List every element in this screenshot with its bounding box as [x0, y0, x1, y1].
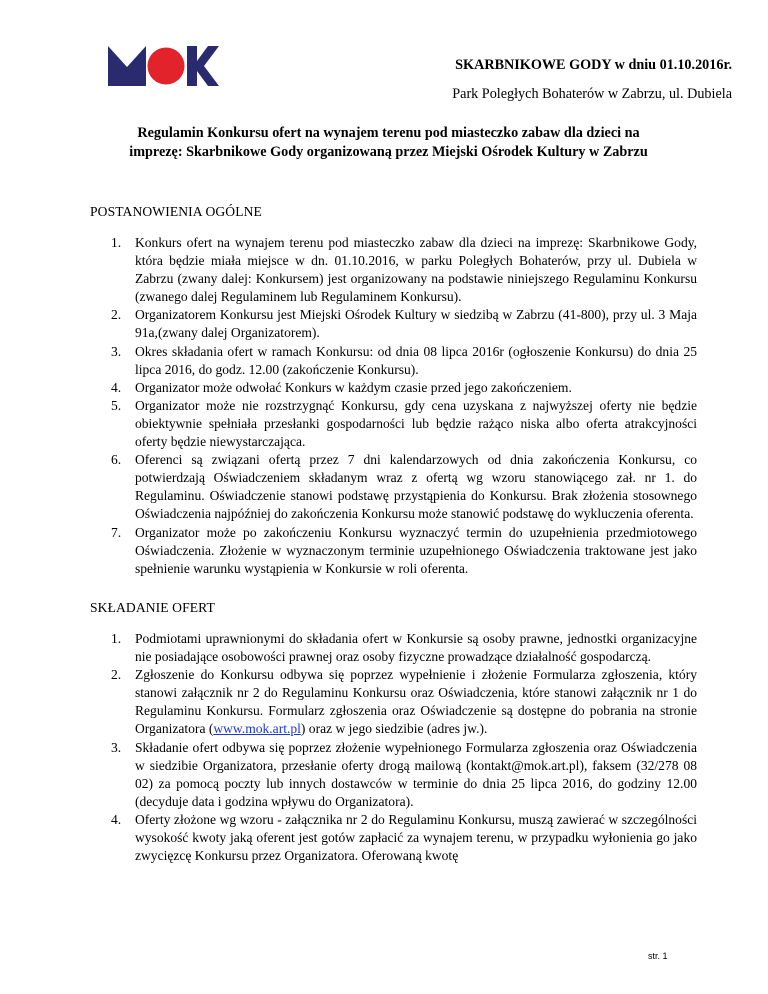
list-item [90, 739, 697, 811]
item-number: 7. [111, 524, 122, 540]
list-item [90, 397, 697, 451]
item-text: Konkurs ofert na wynajem terenu pod miasteczko zabaw dla dzieci na imprezę: Skarbnikowe Gody, która będzie miała miejsce w dn. 01.10.2016, w parku Poległych Bohaterów, przy ul. Dubiela w Zabrzu (zwany dalej: Konkursem) jest organizowany na podstawie niniejszego Regulaminu Konkursu (zwanego dalej Regulaminem lub Regulaminem Konkursu). [135, 235, 697, 305]
item-number: 5. [111, 397, 122, 413]
item-text: Oferenci są związani ofertą przez 7 dni kalendarzowych od dnia zakończenia Konkursu, co potwierdzają Oświadczeniem składanym wraz z ofertą wg wzoru stanowiącego zał. nr 1. do Regulaminu. Oświadczenie stanowi podstawę przystąpienia do Konkursu. Brak złożenia stosownego Oświadczenia najpóźniej do zakończenia Konkursu może stanowić podstawę do wykluczenia oferenta. [135, 452, 697, 522]
mok-logo [108, 46, 220, 86]
item-number: 1. [111, 631, 122, 646]
item-text: Okres składania ofert w ramach Konkursu: od dnia 08 lipca 2016r (ogłoszenie Konkursu) do dnia 25 lipca 2016, do godz. 12.00 (zakończenie Konkursu). [135, 343, 697, 377]
item-text: Organizator może odwołać Konkurs w każdym czasie przed jego zakończeniem. [135, 379, 572, 395]
item-text: Podmiotami uprawnionymi do składania ofert w Konkursie są osoby prawne, jednostki organizacyjne nie posiadające osobowości prawnej oraz osoby fizyczne prowadzące działalność gospodarczą. [135, 631, 697, 665]
item-text: Oferty złożone wg wzoru - załącznika nr 2 do Regulaminu Konkursu, muszą zawierać w szczególności wysokość kwoty jaką oferent jest gotów zapłacić za wynajem terenu, w przypadku wyłonienia go jako zwycięzcę Konkursu przez Organizatora. Oferowaną kwotę [135, 811, 697, 864]
item-number: 4. [111, 379, 122, 395]
list-item [90, 524, 697, 578]
item-text-after-link: ) oraz w jego siedzibie (adres jw.). [300, 721, 488, 737]
general-provisions-list [90, 234, 697, 578]
organizer-website-link[interactable]: www.mok.art.pl [213, 721, 301, 737]
item-number: 1. [111, 235, 122, 250]
item-number: 4. [111, 811, 122, 827]
item-text: Organizatorem Konkursu jest Miejski Ośrodek Kultury w siedzibą w Zabrzu (41-800), przy ul. 3 Maja 91a,(zwany dalej Organizatorem). [135, 307, 697, 341]
logo-letter-k [187, 46, 219, 86]
list-item [90, 379, 697, 397]
section-heading-general: POSTANOWIENIA OGÓLNE [90, 204, 262, 219]
item-number: 2. [111, 667, 122, 683]
list-item [90, 451, 697, 523]
event-title: SKARBNIKOWE GODY w dniu 01.10.2016r. [455, 57, 732, 73]
item-text: Składanie ofert odbywa się poprzez złożenie wypełnionego Formularza zgłoszenia oraz Oświadczenia w siedzibie Organizatora, przesłanie oferty drogą mailową (kontakt@mok.art.pl), faksem (32/278 08 02) za pomocą poczty lub innych dostawców w terminie do dnia 25 lipca 2016, do godziny 12.00 (decyduje data i godzina wpływu do Organizatora). [135, 739, 697, 809]
logo-letter-o [148, 48, 185, 85]
item-text: Organizator może nie rozstrzygnąć Konkursu, gdy cena uzyskana z najwyższej oferty nie będzie obiektywnie spełniała przesłanki gospodarności lub będzie rażąco niska albo oferta atrakcyjności oferty będzie niewystarczająca. [135, 397, 697, 450]
list-item [90, 630, 697, 666]
page-number: str. 1 [648, 951, 668, 961]
item-number: 3. [111, 739, 122, 755]
document-title-line-2: imprezę: Skarbnikowe Gody organizowaną przez Miejski Ośrodek Kultury w Zabrzu [129, 144, 648, 160]
list-item [90, 343, 697, 379]
submitting-offers-list [90, 630, 697, 865]
list-item [90, 234, 697, 306]
section-heading-offers: SKŁADANIE OFERT [90, 600, 215, 615]
document-title-line-1: Regulamin Konkursu ofert na wynajem terenu pod miasteczko zabaw dla dzieci na [137, 125, 640, 141]
item-number: 6. [111, 452, 122, 468]
event-location: Park Poległych Bohaterów w Zabrzu, ul. Dubiela [452, 86, 732, 102]
list-item [90, 666, 697, 738]
list-item [90, 811, 697, 865]
item-text: Organizator może po zakończeniu Konkursu wyznaczyć termin do uzupełnienia przedmiotowego Oświadczenia. Złożenie w wyznaczonym terminie uzupełnionego Oświadczenia traktowane jest jako spełnienie warunku wystąpienia w Konkursie w roli oferenta. [135, 524, 697, 576]
item-number: 2. [111, 307, 122, 323]
document-title [90, 124, 687, 162]
item-text-before-link: Zgłoszenie do Konkursu odbywa się poprzez wypełnienie i złożenie Formularza zgłoszenia, który stanowi załącznik nr 2 do Regulaminu Konkursu oraz Oświadczenia, które stanowi załącznik nr 1 do Regulaminu Konkursu. Formularz zgłoszenia oraz Oświadczenie są dostępne do pobrania na stronie Organizatora ( [135, 667, 697, 737]
item-number: 3. [111, 343, 122, 359]
logo-letter-m [108, 46, 146, 86]
list-item [90, 306, 697, 342]
